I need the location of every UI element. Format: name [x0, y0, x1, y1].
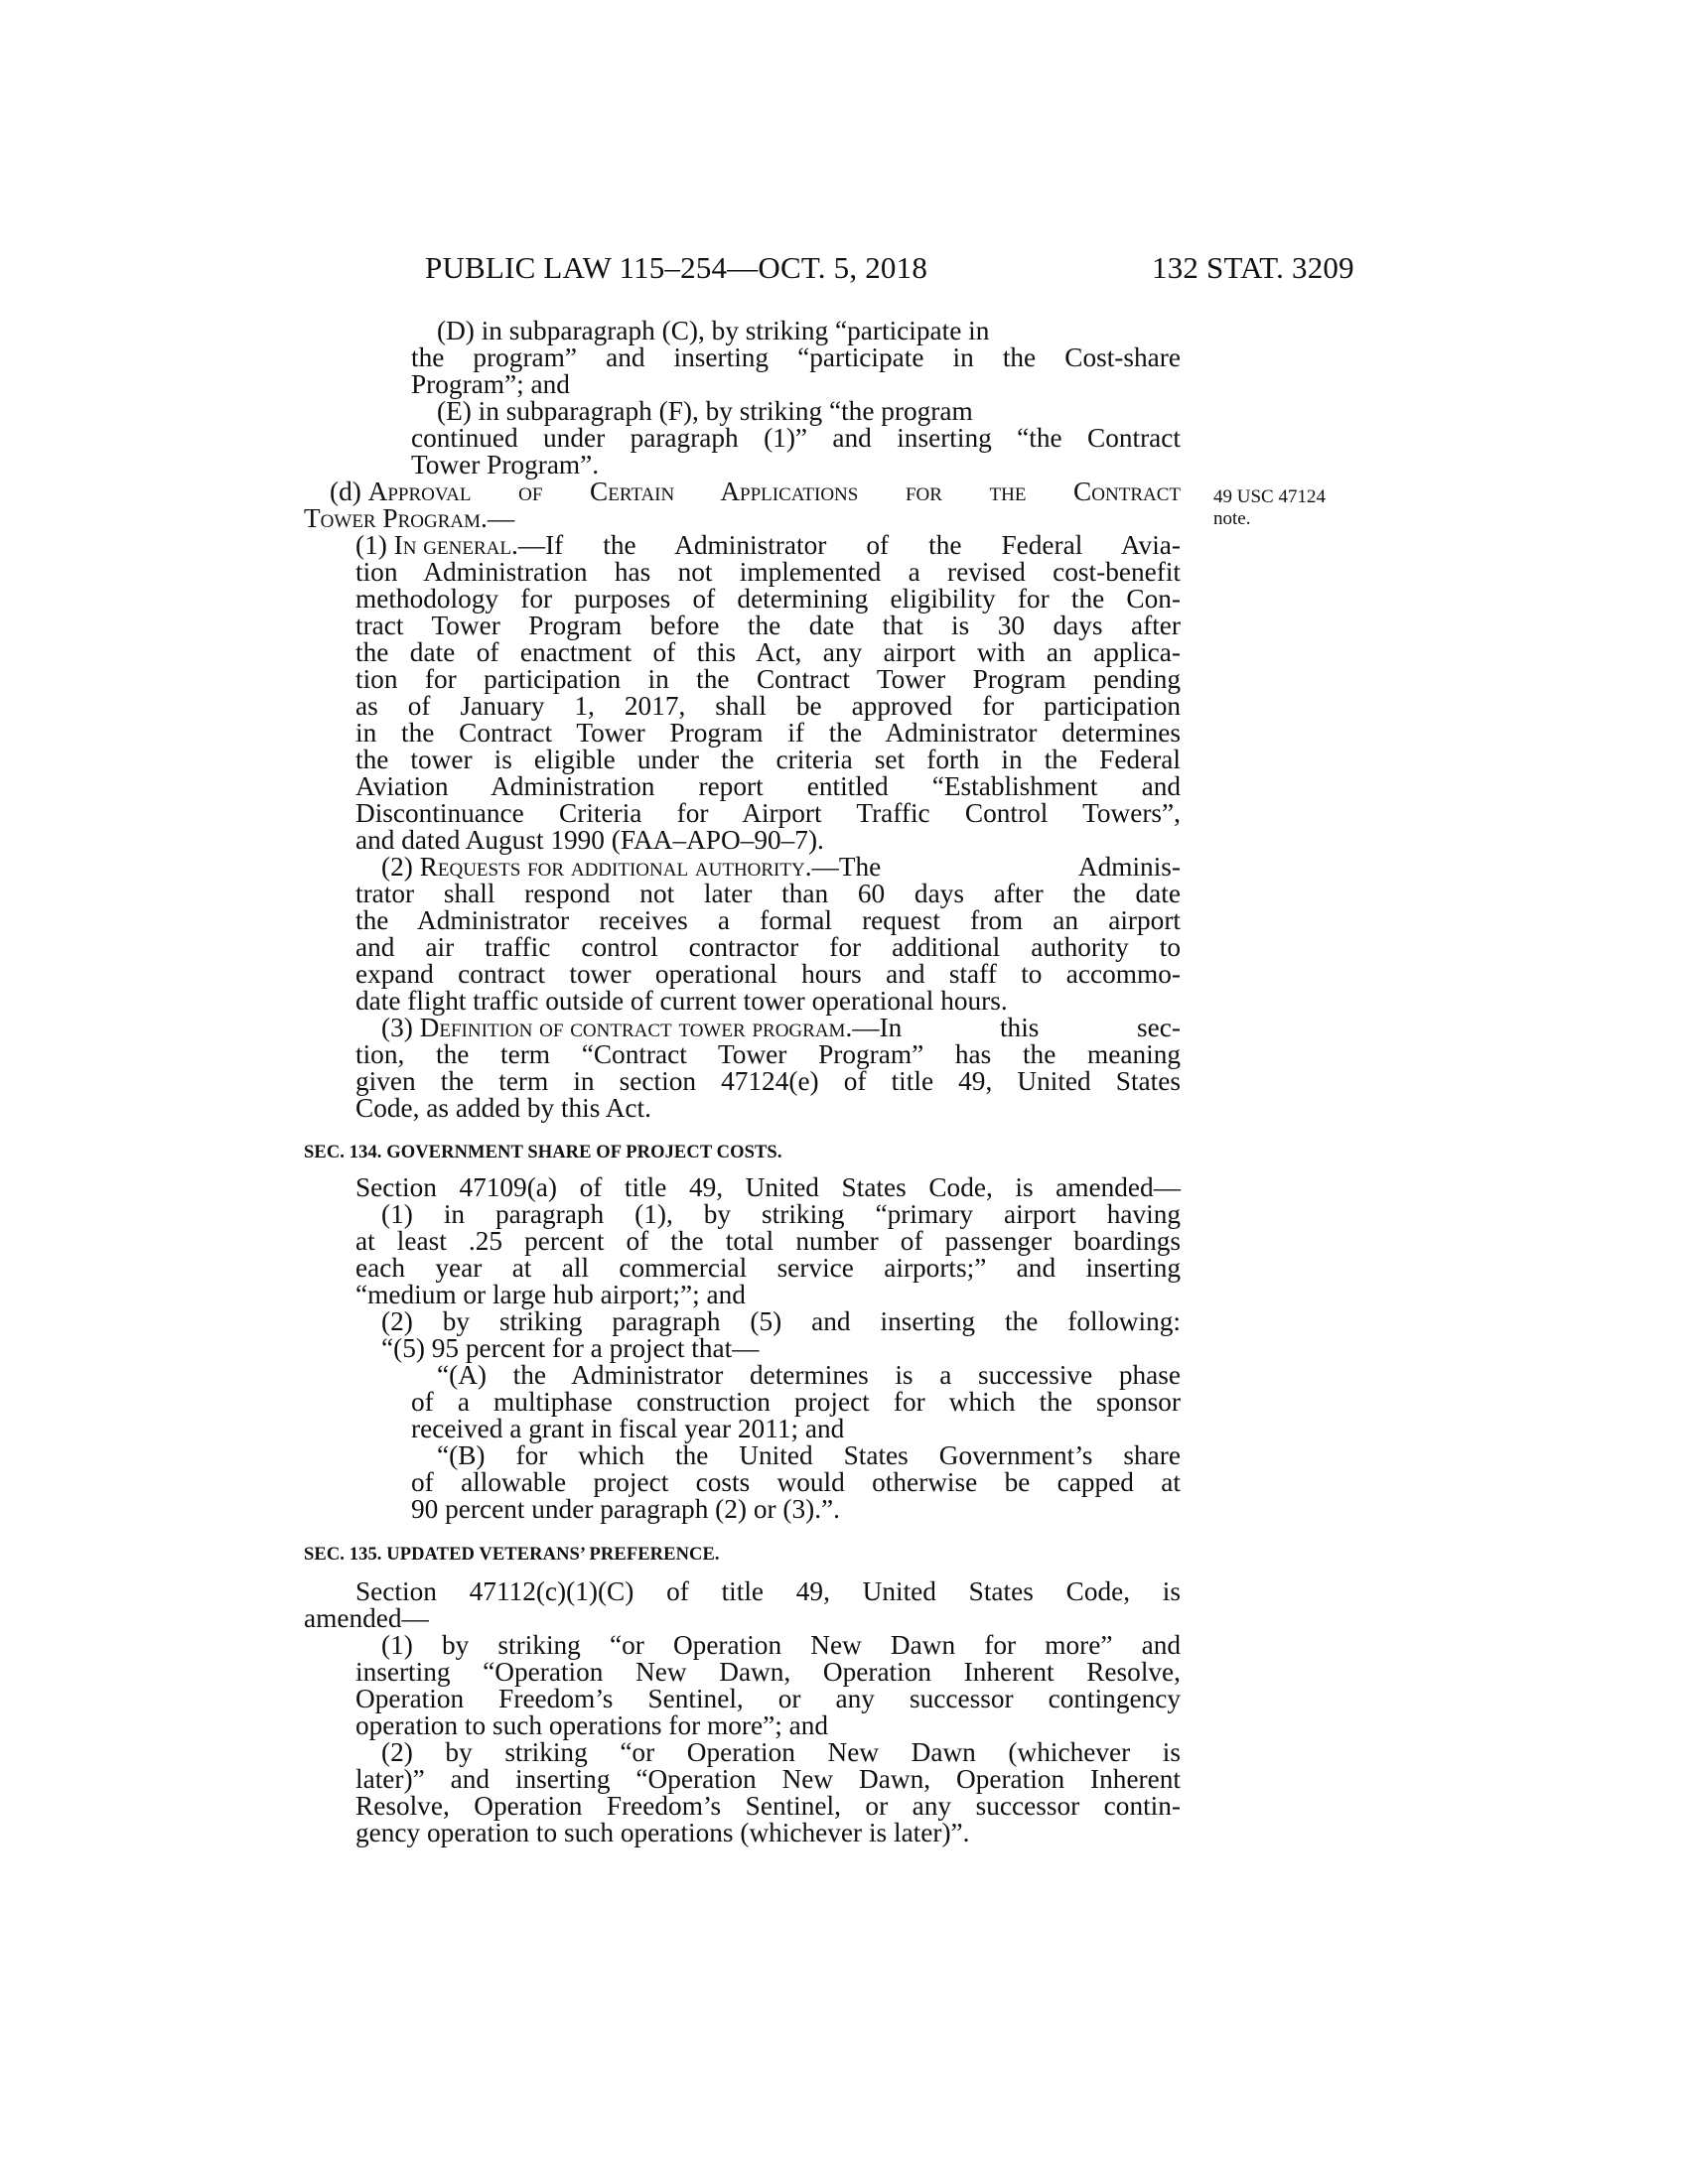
text-line: (1) by striking “or Operation New Dawn for more” and: [381, 1630, 1181, 1660]
para-title: Definition of contract tower program: [419, 1013, 846, 1042]
text-line: expand contract tower operational hours and staff to accommo-: [355, 959, 1181, 989]
running-head-title: PUBLIC LAW 115–254—OCT. 5, 2018: [425, 250, 928, 285]
text-line: methodology for purposes of determining eligibility for the Con-: [355, 584, 1181, 614]
text-line: operation to such operations for more”; and: [355, 1710, 829, 1740]
text-line: each year at all commercial service airports;” and inserting: [355, 1253, 1181, 1283]
text-line: 90 percent under paragraph (2) or (3).”.: [411, 1494, 840, 1524]
text-line: Section 47109(a) of title 49, United States Code, is amended—: [355, 1172, 1181, 1202]
text-line: at least .25 percent of the total number of passenger boardings: [355, 1226, 1181, 1256]
text-line: tion Administration has not implemented a revised cost-benefit: [355, 557, 1181, 587]
text-line: later)” and inserting “Operation New Dawn, Operation Inherent: [355, 1764, 1181, 1794]
text-line: of a multiphase construction project for which the sponsor: [411, 1387, 1181, 1417]
margin-note-note: note.: [1213, 508, 1251, 529]
text-line: the tower is eligible under the criteria set forth in the Federal: [355, 745, 1181, 774]
text-line: in the Contract Tower Program if the Administrator determines: [355, 718, 1181, 748]
para-marker: (1): [355, 530, 394, 560]
text-line: Aviation Administration report entitled “Establishment and: [355, 771, 1181, 801]
para-marker: (3): [381, 1013, 420, 1042]
dash: .—: [481, 503, 515, 533]
paragraph-heading: [381, 1015, 1181, 1042]
text-line: (E) in subparagraph (F), by striking “the program: [437, 396, 973, 426]
text-line: date flight traffic outside of current tower operational hours.: [355, 986, 1008, 1016]
text-line: Tower Program”.: [411, 450, 600, 479]
text-line: inserting “Operation New Dawn, Operation Inherent Resolve,: [355, 1657, 1181, 1687]
text-line: “(A) the Administrator determines is a successive phase: [437, 1360, 1181, 1390]
para-marker: (2): [381, 852, 420, 882]
text-line: Discontinuance Criteria for Airport Traffic Control Towers”,: [355, 798, 1181, 828]
paragraph-heading: [381, 854, 1181, 882]
text-line: and air traffic control contractor for additional authority to: [355, 932, 1181, 962]
text-line: tract Tower Program before the date that is 30 days after: [355, 611, 1181, 640]
text-line: the date of enactment of this Act, any airport with an applica-: [355, 637, 1181, 667]
margin-note-usc: 49 USC 47124: [1213, 486, 1326, 507]
text-line: trator shall respond not later than 60 days after the date: [355, 879, 1181, 908]
text-line: as of January 1, 2017, shall be approved for participation: [355, 691, 1181, 721]
page-number: 132 STAT. 3209: [1152, 250, 1354, 285]
paragraph-heading: [355, 532, 1181, 560]
para-text: .—In this sec-: [845, 1013, 1181, 1042]
para-title: In general: [393, 530, 511, 560]
text-line: continued under paragraph (1)” and inserting “the Contract: [411, 423, 1181, 453]
text-line: Operation Freedom’s Sentinel, or any successor contingency: [355, 1684, 1181, 1713]
section-heading-134: SEC. 134. GOVERNMENT SHARE OF PROJECT COSTS.: [304, 1143, 782, 1162]
text-line: amended—: [304, 1603, 429, 1633]
text-line: the Administrator receives a formal request from an airport: [355, 905, 1181, 935]
text-line: Code, as added by this Act.: [355, 1093, 651, 1123]
text-line: tion for participation in the Contract Tower Program pending: [355, 664, 1181, 694]
text-line: (2) by striking “or Operation New Dawn (whichever is: [381, 1737, 1181, 1767]
text-line: Resolve, Operation Freedom’s Sentinel, or any successor contin-: [355, 1791, 1181, 1821]
text-line: received a grant in fiscal year 2011; and: [411, 1414, 845, 1443]
subsection-marker: (d): [330, 477, 368, 506]
text-line: Section 47112(c)(1)(C) of title 49, United States Code, is: [355, 1576, 1181, 1606]
text-line: tion, the term “Contract Tower Program” has the meaning: [355, 1039, 1181, 1069]
para-text: .—The Adminis-: [804, 852, 1181, 882]
text-line: gency operation to such operations (whichever is later)”.: [355, 1818, 970, 1847]
text-line: and dated August 1990 (FAA–APO–90–7).: [355, 825, 824, 855]
text-line: of allowable project costs would otherwise be capped at: [411, 1467, 1181, 1497]
text-line: “(5) 95 percent for a project that—: [381, 1333, 760, 1363]
text-line: (1) in paragraph (1), by striking “primary airport having: [381, 1199, 1181, 1229]
subsection-title-cont: Tower Program: [304, 503, 482, 533]
subsection-title: Approval of Certain Applications for the Contract: [367, 477, 1181, 506]
section-heading-135: SEC. 135. UPDATED VETERANS’ PREFERENCE.: [304, 1545, 720, 1565]
subsection-heading-cont: [304, 505, 514, 533]
para-title: Requests for additional authority: [419, 852, 805, 882]
para-text: .—If the Administrator of the Federal Avia-: [510, 530, 1181, 560]
text-line: “(B) for which the United States Government’s share: [437, 1440, 1181, 1470]
text-line: (D) in subparagraph (C), by striking “participate in: [437, 316, 990, 345]
text-line: the program” and inserting “participate in the Cost-share: [411, 342, 1181, 372]
subsection-heading: [330, 478, 1181, 506]
text-line: “medium or large hub airport;”; and: [355, 1280, 746, 1309]
text-line: given the term in section 47124(e) of title 49, United States: [355, 1066, 1181, 1096]
text-line: Program”; and: [411, 369, 570, 399]
text-line: (2) by striking paragraph (5) and inserting the following:: [381, 1306, 1181, 1336]
